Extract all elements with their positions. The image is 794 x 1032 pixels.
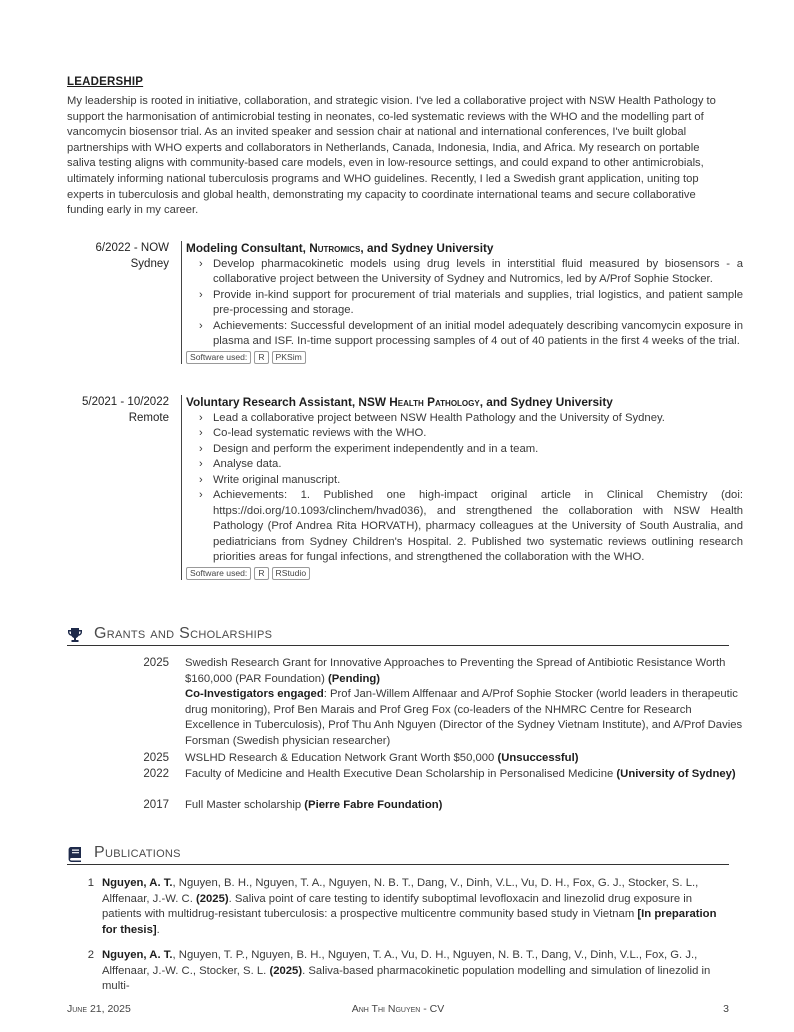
bullet-item (199, 411, 743, 427)
grant-body (185, 798, 743, 814)
chevron-right-icon: › (199, 257, 203, 270)
grant-status: (Pending) (327, 672, 381, 685)
co-authors: , Nguyen, T. P., Nguyen, B. H., Nguyen, T. A., Vu, D. H., Nguyen, N. B. T., Dang, V., Dinh, V.L., Fox, G. J., Alffenaar, J.-W. C., Stocker, S. L. (102, 949, 698, 977)
role-prefix: Voluntary Research Assistant, NSW (186, 395, 390, 409)
publication-number: 1 (87, 877, 94, 889)
bullet-text: Provide in-kind support for procurement of trial materials and supplies, trial logistics, and patient sample pre-processing and storage. (213, 288, 743, 316)
chevron-right-icon: › (199, 489, 203, 501)
entry-bullets (186, 257, 743, 350)
bullet-item (199, 457, 743, 473)
chevron-right-icon: › (199, 427, 203, 439)
footer-page-number: 3 (723, 1003, 729, 1015)
bullet-item (199, 319, 743, 350)
lead-author: Nguyen, A. T. (102, 949, 173, 961)
entry-role (186, 241, 743, 257)
tag: R (254, 351, 268, 364)
publication-body (102, 876, 729, 938)
footer-date: June 21, 2025 (67, 1003, 131, 1015)
bullet-text: Write original manuscript. (213, 473, 341, 486)
co-investigators-label: Co-Investigators engaged (185, 688, 324, 700)
leadership-paragraph: My leadership is rooted in initiative, collaboration, and strategic vision. I've led a collaborative project with NSW Health Pathology to support the harmonisation of antimicrobial testing in neonates, co-led systematic reviews with the WHO and the modelling part of vancomycin biosensor trial. As an invited speaker and session chair at national and international conferences, I've built global partnerships with WHO experts and collaborators in Netherlands, Canada, Indonesia, India, and Africa. My research on portable saliva testing aligns with community-based care models, even in low-resource settings, and could expand to other antimicrobials, ultimately informing national tuberculosis programs and WHO guidelines. Recently, I led a Swedish grant application, uniting top experts in tuberculosis and global health, demonstrating my capacity to coordinate international teams and secure collaborative funding early in my career. (67, 95, 716, 217)
entry-details (181, 395, 743, 580)
grant-body (185, 656, 743, 749)
chevron-right-icon: › (199, 442, 203, 455)
entry-bullets (186, 411, 743, 566)
chevron-right-icon: › (199, 411, 203, 424)
grant-body (185, 751, 743, 767)
grant-text: WSLHD Research & Education Network Grant Worth $50,000 (185, 752, 498, 764)
bullet-text: Design and perform the experiment independently and in a team. (213, 442, 539, 455)
grant-text: Swedish Research Grant for Innovative Approaches to Preventing the Spread of Antibiotic Resistance Worth $160,000 (PAR Foundation) (185, 657, 726, 685)
co-authors: , Nguyen, B. H., Nguyen, T. A., Nguyen, N. B. T., Dang, V., Dinh, V.L., Vu, D. H., Fox, G. J., Stocker, S. L., Alffenaar, J.-W. C. (102, 877, 699, 905)
bullet-item (199, 442, 743, 458)
footer-name: Anh Thi Nguyen - CV (351, 1003, 445, 1015)
trophy-icon (67, 627, 83, 643)
cv-page (67, 0, 743, 1032)
entry-location: Sydney (130, 257, 169, 270)
grant-year: 2025 (143, 752, 169, 764)
publication-title: . Saliva-based pharmacokinetic population modelling and simulation of linezolid in multi- (102, 964, 711, 992)
role-prefix: Modeling Consultant, (186, 241, 310, 255)
publication-year: (2025) (195, 892, 229, 905)
chevron-right-icon: › (199, 288, 203, 301)
publication-title: . Saliva point of care testing to identify suboptimal levofloxacin and linezolid drug exposure in patients with multidrug-resistant tuberculosis: a prospective multicentre community based study in Vietnam (102, 892, 693, 920)
role-org: Nutromics (309, 241, 361, 255)
tag-label: Software used: (186, 351, 251, 364)
grant-text: Faculty of Medicine and Health Executive Dean Scholarship in Personalised Medicine (185, 768, 617, 780)
publication-year: (2025) (269, 964, 303, 977)
co-investigators-text: : Prof Jan-Willem Alffenaar and A/Prof Sophie Stocker (world leaders in therapeutic drug monitoring), Prof Ben Marais and Prof Greg Fox (co-leaders of the NHMRC Centre for Research Excellence in Tuberculosis), Prof Thu Anh Nguyen (Director of the Sydney Vietnam Institute), and A/Prof Davies Forsman (Swedish physician researcher) (185, 688, 743, 747)
bullet-item (199, 473, 743, 489)
bullet-text: Achievements: Successful development of an initial model adequately describing vancomycin exposure in plasma and ISF. In-time support processing samples of 4 out of 40 patients in the first 4 weeks of the trial. (213, 319, 743, 347)
publications-title: Publications (94, 844, 181, 861)
entry-location: Remote (128, 411, 169, 424)
bullet-item (199, 257, 743, 288)
software-tags (186, 351, 743, 364)
bullet-text: Achievements: 1. Published one high-impact original article in Clinical Chemistry (doi: https://doi.org/10.1093/clinchem/hvad036), and strengthened the collaboration with NSW Health Pathology (Prof Andrea Rita HORVATH), pharmacy colleagues at the University of South Australia, and pediatricians from Sydney Children's Hospital. 2. Published two systematic reviews outlining research priorities areas for fungal infections, and strengthened the collaboration with the WHO. (213, 489, 743, 563)
tag: RStudio (272, 567, 311, 580)
chevron-right-icon: › (199, 473, 203, 486)
leadership-section (67, 76, 729, 219)
grant-body (185, 767, 743, 783)
grant-year: 2025 (143, 657, 169, 669)
bullet-text: Develop pharmacokinetic models using drug levels in interstitial fluid measured by biosensors - a collaborative project between the University of Sydney and Nutromics, led by A/Prof Sophie Stocker. (213, 257, 743, 285)
publication-number: 2 (87, 949, 94, 961)
entry-date: 5/2021 - 10/2022 (82, 396, 169, 408)
publication-status: [In preparation for thesis] (102, 908, 717, 936)
chevron-right-icon: › (199, 458, 203, 470)
grants-title: Grants and Scholarships (94, 625, 273, 642)
software-tags (186, 567, 743, 580)
role-org: Health Pathology (389, 395, 480, 409)
bullet-item (199, 288, 743, 319)
entry-details (181, 241, 743, 364)
grant-year: 2017 (143, 799, 169, 811)
grant-text: Full Master scholarship (185, 799, 305, 811)
book-icon (67, 846, 83, 862)
publication-body (102, 948, 729, 995)
role-suffix: , and Sydney University (479, 395, 613, 409)
bullet-item (199, 426, 743, 442)
tag: R (254, 567, 268, 580)
entry-role (186, 395, 743, 411)
chevron-right-icon: › (199, 319, 203, 332)
bullet-text: Lead a collaborative project between NSW Health Pathology and the University of Sydney. (213, 411, 665, 424)
tag-label: Software used: (186, 567, 251, 580)
tag: PKSim (272, 351, 306, 364)
lead-author: Nguyen, A. T. (102, 877, 173, 889)
grant-status: (Pierre Fabre Foundation) (304, 799, 443, 811)
grant-status: (University of Sydney) (616, 768, 736, 780)
publication-end: . (156, 923, 160, 936)
bullet-text: Co-lead systematic reviews with the WHO. (213, 427, 427, 439)
grants-section-header (67, 624, 729, 646)
role-suffix: , and Sydney University (360, 241, 494, 255)
entry-date-location (67, 241, 169, 272)
grant-status: (Unsuccessful) (497, 752, 579, 764)
entry-date-location (67, 395, 169, 426)
bullet-text: Analyse data. (213, 458, 282, 470)
grant-year: 2022 (143, 768, 169, 780)
bullet-item (199, 488, 743, 566)
leadership-title: LEADERSHIP (67, 76, 144, 88)
entry-date: 6/2022 - NOW (95, 242, 169, 254)
publications-section-header (67, 843, 729, 865)
